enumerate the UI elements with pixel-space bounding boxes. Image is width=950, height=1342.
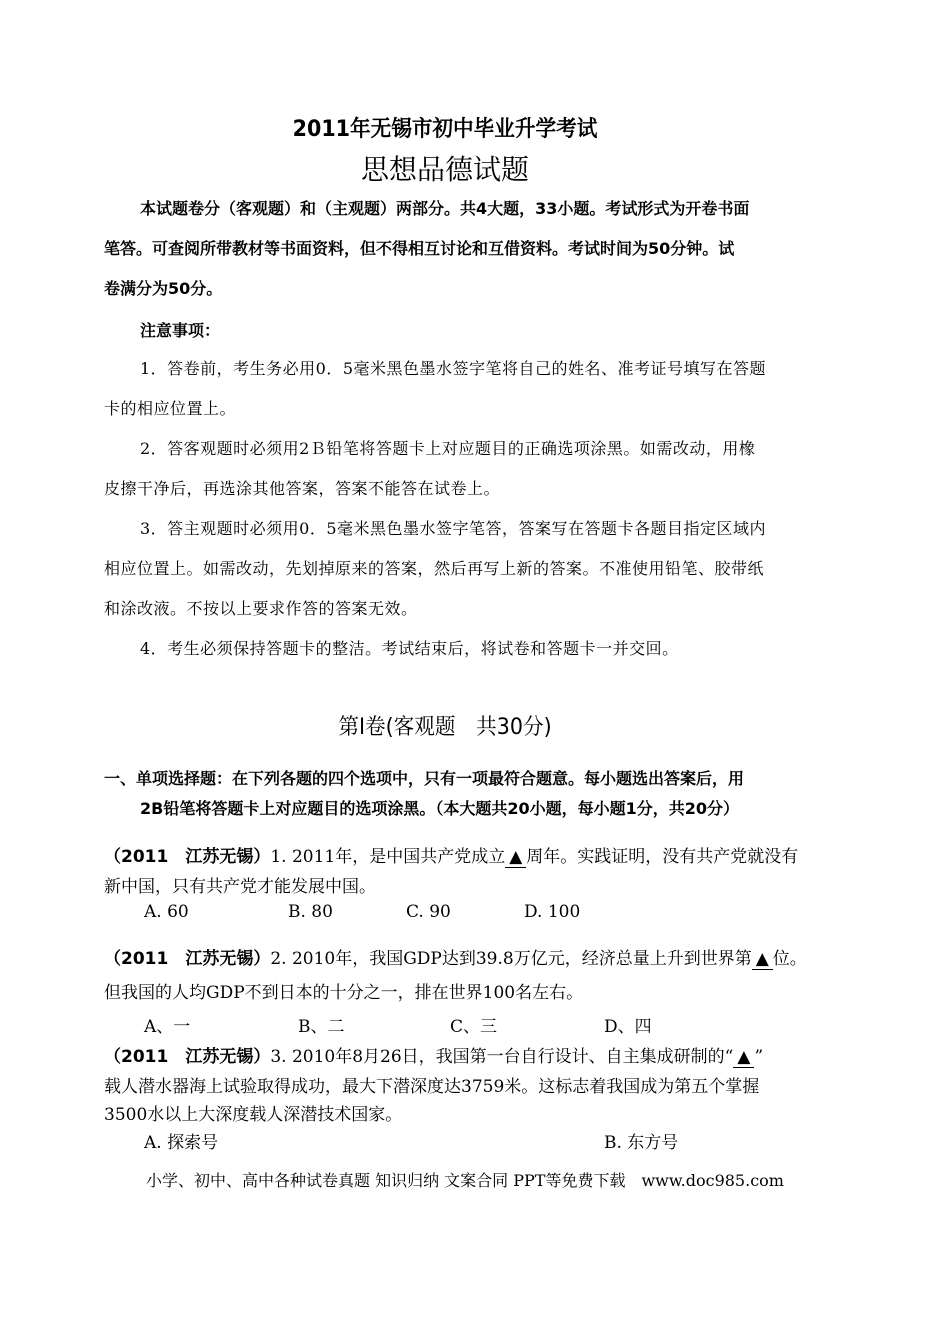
question-stem (104, 944, 807, 970)
question-text: 位。 (772, 949, 807, 969)
question-text: 1. 2011年，是中国共产党成立 (270, 847, 506, 867)
question-text: 3500水以上大深度载人深潜技术国家。 (104, 1105, 403, 1125)
answer-blank: ▲ (733, 1048, 754, 1068)
question-stem (104, 1042, 763, 1068)
question-source: （2011 江苏无锡） (104, 847, 271, 867)
question-text: ” (754, 1047, 764, 1067)
option-d: D、四 (604, 1017, 652, 1037)
question-stem (104, 842, 798, 868)
notice-line: 2．答客观题时必须用2Ｂ铅笔将答题卡上对应题目的正确选项涂黑。如需改动，用橡 (140, 439, 756, 458)
option-a: A. 探索号 (144, 1133, 219, 1153)
question-text: 但我国的人均GDP不到日本的十分之一，排在世界100名左右。 (104, 983, 584, 1003)
exam-subject: 思想品德试题 (360, 153, 529, 186)
notice-heading: 注意事项： (140, 321, 221, 340)
option-b: B. 东方号 (604, 1133, 679, 1153)
option-b: B. 80 (288, 902, 333, 922)
question-source: （2011 江苏无锡） (104, 949, 271, 969)
section-title: 第Ⅰ卷(客观题 共30分) (338, 715, 552, 740)
question-text: 2. 2010年，我国GDP达到39.8万亿元，经济总量上升到世界第 (270, 949, 752, 969)
notice-line: 卡的相应位置上。 (104, 399, 237, 418)
notice-line: 3．答主观题时必须用0．5毫米黑色墨水签字笔答，答案写在答题卡各题目指定区域内 (140, 519, 767, 538)
notice-line: 皮擦干净后，再选涂其他答案，答案不能答在试卷上。 (104, 479, 501, 498)
option-c: C. 90 (406, 902, 451, 922)
answer-blank: ▲ (752, 950, 773, 970)
notice-line: 相应位置上。如需改动，先划掉原来的答案，然后再写上新的答案。不准使用铅笔、胶带纸 (104, 559, 765, 578)
intro-line: 本试题卷分（客观题）和（主观题）两部分。共4大题，33小题。考试形式为开卷书面 (140, 199, 750, 218)
exam-title: 2011年无锡市初中毕业升学考试 (292, 117, 598, 142)
option-d: D. 100 (524, 902, 581, 922)
question-text: 周年。实践证明，没有共产党就没有 (526, 847, 799, 867)
question-text: 3. 2010年8月26日，我国第一台自行设计、自主集成研制的“ (270, 1047, 734, 1067)
footer-text: 小学、初中、高中各种试卷真题 知识归纳 文案合同 PPT等免费下载 www.doc985.com (146, 1171, 784, 1190)
question-text: 载人潜水器海上试验取得成功，最大下潜深度达3759米。这标志着我国成为第五个掌握 (104, 1077, 760, 1097)
option-a: A、一 (144, 1017, 191, 1037)
intro-line: 笔答。可查阅所带教材等书面资料，但不得相互讨论和互借资料。考试时间为50分钟。试 (104, 239, 735, 258)
section-instruction: 2B铅笔将答题卡上对应题目的选项涂黑。（本大题共20小题，每小题1分，共20分） (140, 799, 739, 818)
option-c: C、三 (450, 1017, 498, 1037)
section-instruction: 一、单项选择题：在下列各题的四个选项中，只有一项最符合题意。每小题选出答案后，用 (104, 769, 745, 788)
notice-line: 和涂改液。不按以上要求作答的答案无效。 (104, 599, 418, 618)
answer-blank: ▲ (505, 848, 526, 868)
notice-line: 1．答卷前，考生务必用0．5毫米黑色墨水签字笔将自己的姓名、准考证号填写在答题 (140, 359, 767, 378)
option-a: A. 60 (144, 902, 189, 922)
option-b: B、二 (298, 1017, 345, 1037)
intro-line: 卷满分为50分。 (104, 279, 223, 298)
question-source: （2011 江苏无锡） (104, 1047, 271, 1067)
question-text: 新中国，只有共产党才能发展中国。 (104, 877, 376, 897)
notice-line: 4．考生必须保持答题卡的整洁。考试结束后，将试卷和答题卡一并交回。 (140, 639, 679, 658)
